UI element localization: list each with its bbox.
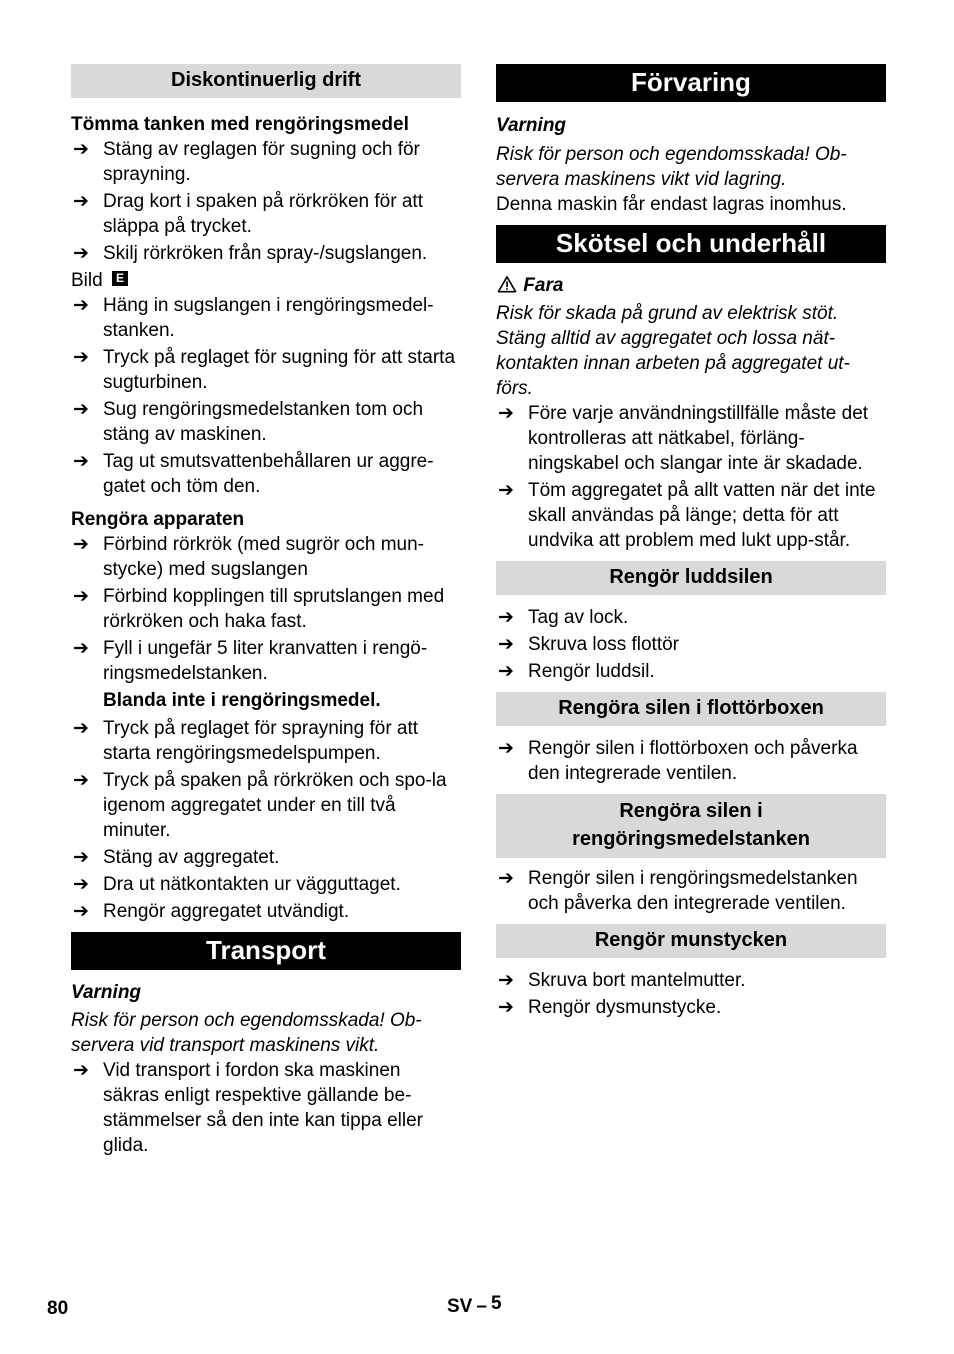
list-item	[496, 478, 886, 553]
list-item-text: Töm aggregatet på allt vatten när det inte skall användas på länge; detta för att undvika att problem med lukt upp-står.	[528, 480, 876, 551]
arrow-right-icon: ➔	[73, 638, 89, 659]
list-item	[71, 1058, 461, 1158]
arrow-right-icon: ➔	[498, 738, 514, 759]
list-item-text: Före varje användningstillfälle måste det kontrolleras att nätkabel, förläng-ningskabel och slangar inte är skadade.	[528, 403, 869, 474]
arrow-right-icon: ➔	[73, 191, 89, 212]
arrow-right-icon: ➔	[73, 586, 89, 607]
arrow-right-icon: ➔	[498, 661, 514, 682]
danger-label: Fara	[523, 275, 564, 296]
list-item-text: Tag ut smutsvattenbehållaren ur aggre-gatet och töm den.	[103, 451, 434, 497]
list-tomma-tanken	[71, 137, 461, 266]
list-item	[71, 189, 461, 239]
list-item	[496, 968, 886, 993]
section-title-line-1: Rengöra silen i	[619, 800, 763, 822]
figure-label: Bild	[71, 270, 103, 291]
section-title-transport: Transport	[71, 932, 461, 970]
right-column	[496, 64, 886, 1022]
arrow-right-icon: ➔	[73, 295, 89, 316]
list-item	[496, 995, 886, 1020]
list-transport	[71, 1058, 461, 1158]
list-item	[71, 137, 461, 187]
list-item-text: Tryck på reglaget för sprayning för att starta rengöringsmedelspumpen.	[103, 718, 419, 764]
list-item-text: Dra ut nätkontakten ur vägguttaget.	[103, 874, 401, 895]
warning-triangle-icon	[496, 275, 518, 293]
list-item	[71, 345, 461, 395]
figure-e-icon: E	[112, 271, 128, 286]
list-item-text: Skilj rörkröken från spray-/sugslangen.	[103, 243, 428, 264]
footer-dash: –	[476, 1296, 487, 1317]
arrow-right-icon: ➔	[73, 847, 89, 868]
page-number: 80	[47, 1298, 69, 1319]
arrow-right-icon: ➔	[498, 868, 514, 889]
list-item	[71, 716, 461, 766]
list-item	[71, 397, 461, 447]
list-item	[496, 605, 886, 630]
arrow-right-icon: ➔	[498, 970, 514, 991]
arrow-right-icon: ➔	[498, 480, 514, 501]
list-item	[496, 659, 886, 684]
list-item-text: Rengör luddsil.	[528, 661, 655, 682]
arrow-right-icon: ➔	[73, 243, 89, 264]
list-item	[71, 449, 461, 499]
list-item-text: Tryck på spaken på rörkröken och spo-la igenom aggregatet under en till två minuter.	[103, 770, 447, 841]
figure-reference	[71, 268, 461, 293]
list-item	[71, 872, 461, 897]
list-item-text: Förbind kopplingen till sprutslangen med rörkröken och haka fast.	[103, 586, 445, 632]
arrow-right-icon: ➔	[73, 399, 89, 420]
arrow-right-icon: ➔	[73, 901, 89, 922]
storage-warning-label: Varning	[496, 115, 567, 136]
arrow-right-icon: ➔	[498, 607, 514, 628]
section-title-forvaring: Förvaring	[496, 64, 886, 102]
arrow-right-icon: ➔	[73, 139, 89, 160]
footer-section-page: 5	[490, 1293, 502, 1314]
list-item-text: Drag kort i spaken på rörkröken för att släppa på trycket.	[103, 191, 423, 237]
arrow-right-icon: ➔	[498, 634, 514, 655]
footer-language: SV	[447, 1296, 473, 1317]
transport-warning-text: Risk för person och egendomsskada! Ob-servera vid transport maskinens vikt.	[71, 1010, 422, 1056]
list-item-text: Fyll i ungefär 5 liter kranvatten i rengö-ringsmedelstanken.	[103, 638, 428, 684]
section-title-rengoringsmedelstanken	[496, 794, 886, 858]
list-item	[71, 293, 461, 343]
list-item-text: Rengör aggregatet utvändigt.	[103, 901, 350, 922]
footer-language-page	[447, 1293, 502, 1318]
list-item	[496, 401, 886, 476]
list-item	[71, 845, 461, 870]
section-title-rengor-munstycken: Rengör munstycken	[496, 924, 886, 958]
list-item	[71, 241, 461, 266]
list-item	[71, 636, 461, 686]
list-item-text: Häng in sugslangen i rengöringsmedel-stanken.	[103, 295, 434, 341]
left-column	[71, 64, 461, 1160]
subheading-rengora-apparaten: Rengöra apparaten	[71, 509, 245, 530]
list-item	[71, 768, 461, 843]
subheading-tomma-tanken: Tömma tanken med rengöringsmedel	[71, 114, 409, 135]
list-item-text: Förbind rörkrök (med sugrör och mun-stycke) med sugslangen	[103, 534, 424, 580]
list-munstycken	[496, 968, 886, 1020]
list-item-text: Rengör silen i flottörboxen och påverka den integrerade ventilen.	[528, 738, 858, 784]
arrow-right-icon: ➔	[73, 347, 89, 368]
arrow-right-icon: ➔	[498, 997, 514, 1018]
list-item-text: Tag av lock.	[528, 607, 629, 628]
danger-text: Risk för skada på grund av elektrisk stöt. Stäng alltid av aggregatet och lossa nät-kontakten innan arbeten på aggregatet ut-förs.	[496, 303, 850, 399]
arrow-right-icon: ➔	[73, 1060, 89, 1081]
list-skotsel	[496, 401, 886, 553]
list-item	[496, 736, 886, 786]
list-item	[71, 532, 461, 582]
arrow-right-icon: ➔	[73, 534, 89, 555]
list-luddsilen	[496, 605, 886, 684]
arrow-right-icon: ➔	[73, 770, 89, 791]
section-title-rengor-luddsilen: Rengör luddsilen	[496, 561, 886, 595]
list-item-text: Tryck på reglaget för sugning för att starta sugturbinen.	[103, 347, 456, 393]
section-title-line-2: rengöringsmedelstanken	[572, 828, 810, 850]
list-item	[496, 632, 886, 657]
storage-warning-text: Risk för person och egendomsskada! Ob-servera maskinens vikt vid lagring.	[496, 144, 847, 190]
arrow-right-icon: ➔	[73, 451, 89, 472]
list-rengora-apparaten-2	[71, 716, 461, 924]
list-item-text: Sug rengöringsmedelstanken tom och stäng av maskinen.	[103, 399, 424, 445]
list-item-text: Stäng av aggregatet.	[103, 847, 280, 868]
arrow-right-icon: ➔	[73, 718, 89, 739]
section-title-flottorboxen: Rengöra silen i flottörboxen	[496, 692, 886, 726]
list-rengora-apparaten-1	[71, 532, 461, 686]
list-item-text: Skruva bort mantelmutter.	[528, 970, 746, 991]
transport-warning-label: Varning	[71, 982, 142, 1003]
arrow-right-icon: ➔	[498, 403, 514, 424]
danger-heading	[496, 273, 886, 298]
list-item	[71, 899, 461, 924]
list-item	[496, 866, 886, 916]
section-title-skotsel: Skötsel och underhåll	[496, 225, 886, 263]
note-blanda-inte: Blanda inte i rengöringsmedel.	[103, 690, 381, 711]
list-item-text: Stäng av reglagen för sugning och för sprayning.	[103, 139, 420, 185]
list-suga-tanken	[71, 293, 461, 499]
arrow-right-icon: ➔	[73, 874, 89, 895]
list-item-text: Rengör dysmunstycke.	[528, 997, 722, 1018]
list-flottorboxen	[496, 736, 886, 786]
storage-text: Denna maskin får endast lagras inomhus.	[496, 194, 847, 215]
list-item-text: Vid transport i fordon ska maskinen säkras enligt respektive gällande be-stämmelser så den inte kan tippa eller glida.	[103, 1060, 423, 1156]
section-title-diskontinuerlig-drift: Diskontinuerlig drift	[71, 64, 461, 98]
list-item	[71, 584, 461, 634]
list-item-text: Skruva loss flottör	[528, 634, 679, 655]
list-rengoringsmedelstanken	[496, 866, 886, 916]
list-item-text: Rengör silen i rengöringsmedelstanken och påverka den integrerade ventilen.	[528, 868, 858, 914]
